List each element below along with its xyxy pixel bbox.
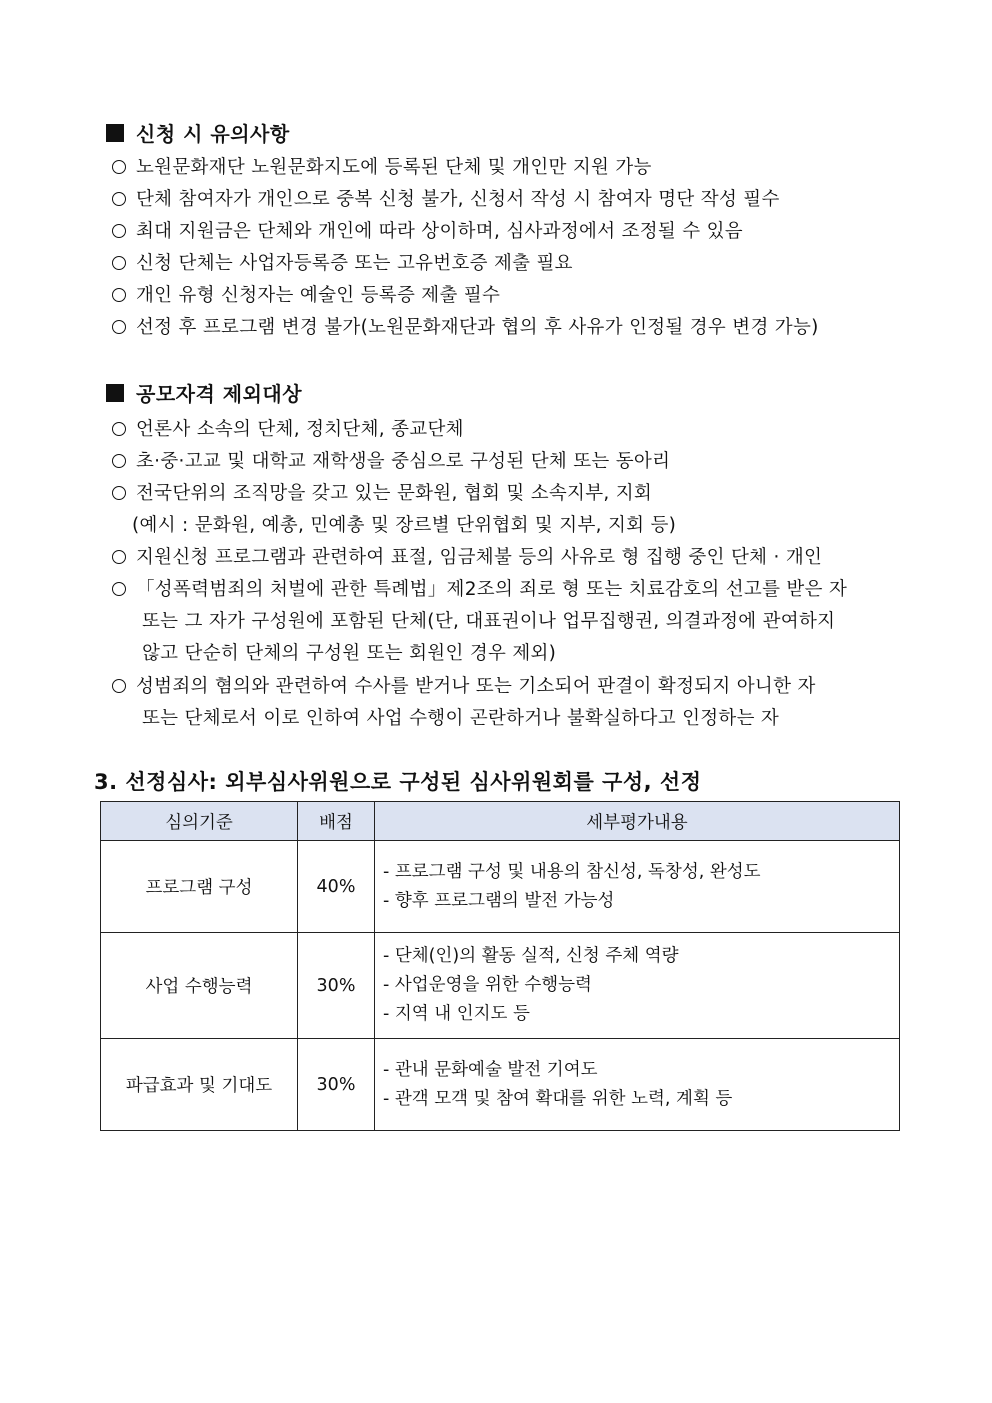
detail-line: - 프로그램 구성 및 내용의 참신성, 독창성, 완성도 — [383, 861, 761, 882]
square-bullet-icon — [106, 124, 124, 142]
details-cell — [375, 1039, 900, 1131]
list-item-text: 개인 유형 신청자는 예술인 등록증 제출 필수 — [136, 285, 501, 306]
list-item — [112, 543, 822, 569]
list-item-text: 언론사 소속의 단체, 정치단체, 종교단체 — [136, 419, 464, 440]
details-cell — [375, 841, 900, 933]
score-cell: 30% — [298, 933, 375, 1039]
list-item — [112, 575, 847, 601]
section-title: 공모자격 제외대상 — [136, 382, 303, 406]
list-item — [112, 415, 464, 441]
example-note: (예시 : 문화원, 예총, 민예총 및 장르별 단위협회 및 지부, 지회 등) — [132, 515, 677, 536]
list-item-text: 선정 후 프로그램 변경 불가(노원문화재단과 협의 후 사유가 인정될 경우 변경 가능) — [136, 317, 819, 338]
header-details: 세부평가내용 — [375, 802, 900, 841]
list-item-continuation: 않고 단순히 단체의 구성원 또는 회원인 경우 제외) — [142, 643, 557, 664]
list-item — [112, 249, 573, 275]
list-item-text: 노원문화재단 노원문화지도에 등록된 단체 및 개인만 지원 가능 — [136, 157, 652, 178]
circle-bullet-icon — [112, 192, 126, 206]
list-item — [112, 447, 670, 473]
section-heading-exclusions — [106, 378, 302, 407]
detail-line: - 단체(인)의 활동 실적, 신청 주체 역량 — [383, 946, 679, 966]
detail-line: - 관객 모객 및 참여 확대를 위한 노력, 계획 등 — [383, 1088, 733, 1109]
detail-line: - 관내 문화예술 발전 기여도 — [383, 1059, 598, 1080]
list-item-text: 초·중·고교 및 대학교 재학생을 중심으로 구성된 단체 또는 동아리 — [136, 451, 671, 472]
table-header-row — [101, 802, 900, 841]
list-item-continuation: 또는 단체로서 이로 인하여 사업 수행이 곤란하거나 불확실하다고 인정하는 자 — [142, 708, 780, 729]
section-heading-selection: 3. 선정심사: 외부심사위원으로 구성된 심사위원회를 구성, 선정 — [94, 770, 702, 794]
circle-bullet-icon — [112, 320, 126, 334]
list-item — [112, 281, 500, 307]
list-item-text: 성범죄의 혐의와 관련하여 수사를 받거나 또는 기소되어 판결이 확정되지 아니한 자 — [136, 676, 816, 697]
list-item-text: 최대 지원금은 단체와 개인에 따라 상이하며, 심사과정에서 조정될 수 있음 — [136, 221, 743, 242]
list-item-text: 전국단위의 조직망을 갖고 있는 문화원, 협회 및 소속지부, 지회 — [136, 483, 653, 504]
criterion-cell: 프로그램 구성 — [101, 841, 298, 933]
list-item-text: 「성폭력범죄의 처벌에 관한 특례법」제2조의 죄로 형 또는 치료감호의 선고를 받은 자 — [136, 579, 848, 600]
list-item-text: 신청 단체는 사업자등록증 또는 고유번호증 제출 필요 — [136, 253, 573, 274]
table-row — [101, 1039, 900, 1131]
list-item-text: 지원신청 프로그램과 관련하여 표절, 임금체불 등의 사유로 형 집행 중인 단체 · 개인 — [136, 547, 823, 568]
detail-line: - 사업운영을 위한 수행능력 — [383, 975, 592, 995]
circle-bullet-icon — [112, 550, 126, 564]
circle-bullet-icon — [112, 160, 126, 174]
list-item — [112, 313, 819, 339]
circle-bullet-icon — [112, 679, 126, 693]
criterion-cell: 사업 수행능력 — [101, 933, 298, 1039]
list-item-text: 단체 참여자가 개인으로 중복 신청 불가, 신청서 작성 시 참여자 명단 작성 필수 — [136, 189, 780, 210]
score-cell: 30% — [298, 1039, 375, 1131]
detail-line: - 지역 내 인지도 등 — [383, 1004, 530, 1024]
evaluation-table — [100, 801, 900, 1131]
list-item — [112, 479, 652, 505]
circle-bullet-icon — [112, 256, 126, 270]
criterion-cell: 파급효과 및 기대도 — [101, 1039, 298, 1131]
detail-line: - 향후 프로그램의 발전 가능성 — [383, 890, 615, 911]
list-item — [112, 153, 652, 179]
score-cell: 40% — [298, 841, 375, 933]
header-criterion: 심의기준 — [101, 802, 298, 841]
circle-bullet-icon — [112, 486, 126, 500]
circle-bullet-icon — [112, 288, 126, 302]
section-heading-precautions — [106, 118, 290, 147]
square-bullet-icon — [106, 384, 124, 402]
list-item-continuation: 또는 그 자가 구성원에 포함된 단체(단, 대표권이나 업무집행권, 의결과정에 관여하지 — [142, 611, 836, 632]
list-item — [112, 217, 743, 243]
header-score: 배점 — [298, 802, 375, 841]
list-item — [112, 185, 780, 211]
circle-bullet-icon — [112, 224, 126, 238]
section-title: 신청 시 유의사항 — [136, 122, 290, 146]
circle-bullet-icon — [112, 582, 126, 596]
circle-bullet-icon — [112, 454, 126, 468]
list-item — [112, 672, 816, 698]
table-row — [101, 933, 900, 1039]
circle-bullet-icon — [112, 422, 126, 436]
details-cell — [375, 933, 900, 1039]
table-row — [101, 841, 900, 933]
